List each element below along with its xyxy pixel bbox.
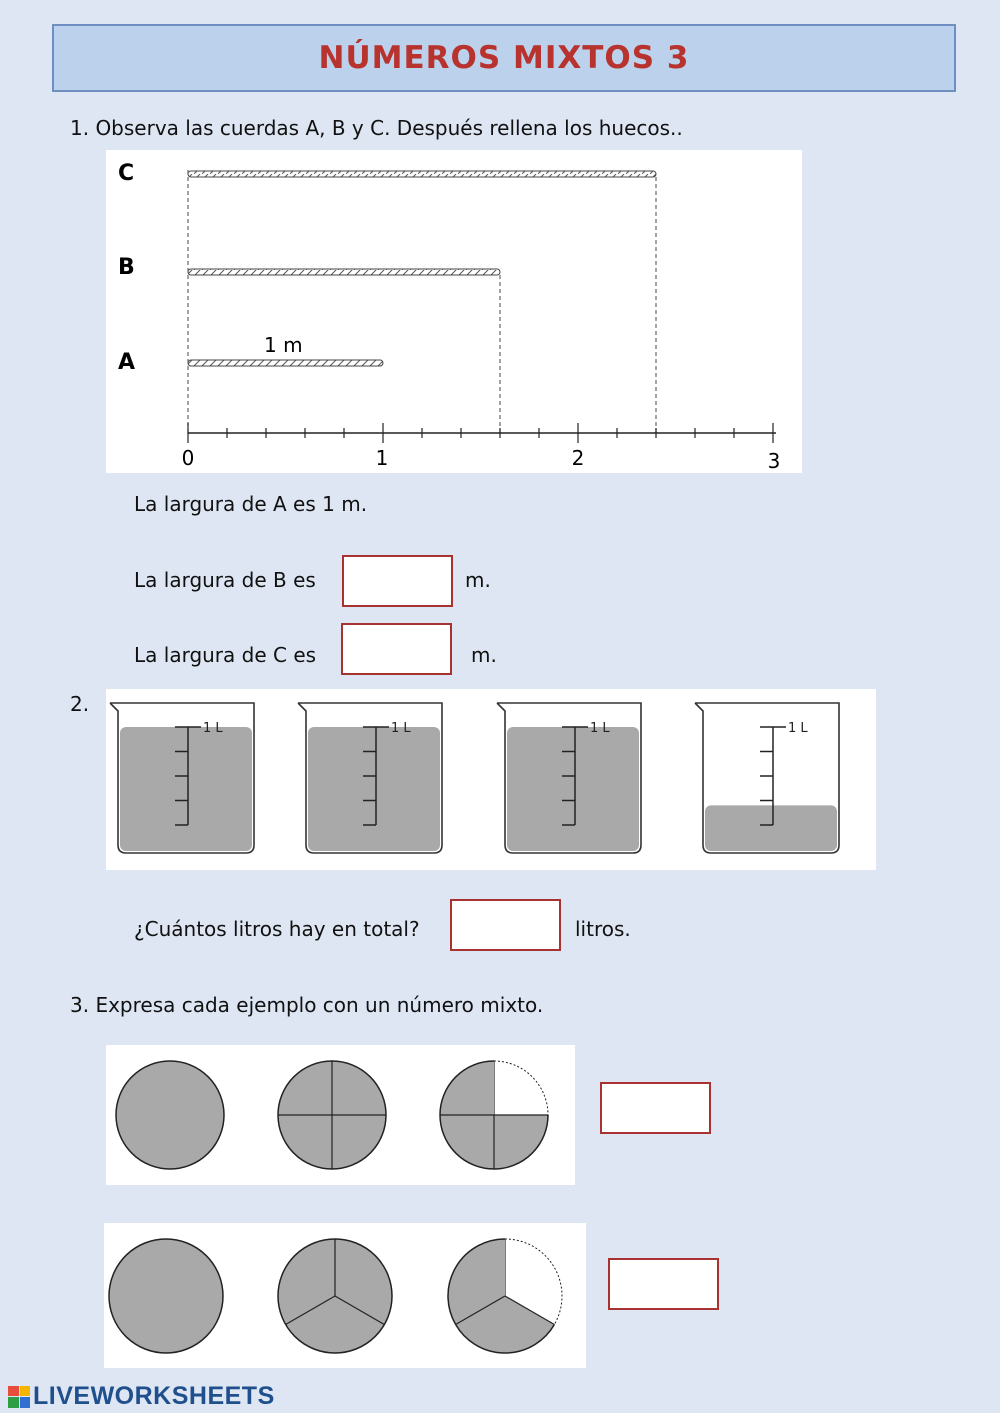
rope-b [188,269,500,275]
beaker-2 [298,703,442,853]
circles-thirds-diagram [104,1223,586,1368]
beaker-liquid [308,727,440,851]
rope-a [188,360,383,366]
mixed-number-answer-2[interactable] [608,1258,719,1310]
circles-row-2 [104,1223,586,1368]
fraction-circle-3 [448,1239,562,1353]
rope-c [188,171,656,177]
length-b-answer-input[interactable] [342,555,453,607]
beaker-4 [695,703,839,853]
length-b-unit: m. [465,568,491,592]
axis-tick-3: 3 [767,449,781,473]
total-liters-unit: litros. [575,917,631,941]
beaker-3 [497,703,641,853]
title-banner [52,24,956,92]
fraction-circle-2 [278,1061,386,1169]
ropes-figure [106,150,802,473]
rope-label-c: C [118,161,135,186]
mixed-number-answer-1[interactable] [600,1082,711,1134]
axis-tick-2: 2 [571,446,585,470]
shaded-part [494,1115,548,1169]
length-c-answer-input[interactable] [341,623,452,675]
beaker-1 [110,703,254,853]
liveworksheets-logo [8,1382,275,1411]
rope-label-a: A [118,350,136,375]
beaker-liquid [120,727,252,851]
logo-mark-icon [8,1386,30,1408]
total-liters-answer-input[interactable] [450,899,561,951]
length-b-text: La largura de B es [134,568,316,592]
shaded-part [440,1061,494,1115]
beaker-1l-label: 1 L [203,721,223,736]
total-liters-question: ¿Cuántos litros hay en total? [134,917,420,941]
beaker-1l-label: 1 L [788,721,808,736]
ropes-diagram [106,150,802,473]
axis-tick-0: 0 [181,446,195,470]
rope-label-b: B [118,255,135,280]
beaker-1l-label: 1 L [590,721,610,736]
fraction-circle-2 [278,1239,392,1353]
beaker-liquid [705,805,837,851]
circles-row-1 [106,1045,575,1185]
logo-text: LIVEWORKSHEETS [33,1382,275,1410]
axis-tick-1: 1 [375,446,389,470]
shaded-part [440,1115,494,1169]
length-c-text: La largura de C es [134,643,317,667]
length-c-unit: m. [471,643,497,667]
length-a-text: La largura de A es 1 m. [134,492,368,516]
fraction-circle-3 [440,1061,548,1169]
beakers-diagram [106,689,876,870]
fraction-circle-1 [116,1061,224,1169]
beakers-figure [106,689,876,870]
exercise-2-number: 2. [70,692,90,716]
beaker-1l-label: 1 L [391,721,411,736]
page-title: NÚMEROS MIXTOS 3 [318,40,690,76]
one-meter-label: 1 m [264,333,303,357]
exercise-3-instruction: 3. Expresa cada ejemplo con un número mixto. [70,993,544,1017]
empty-part [494,1061,548,1115]
fraction-circle-1 [109,1239,223,1353]
exercise-1-instruction: 1. Observa las cuerdas A, B y C. Después rellena los huecos.. [70,116,683,140]
circles-quarters-diagram [106,1045,575,1185]
beaker-liquid [507,727,639,851]
